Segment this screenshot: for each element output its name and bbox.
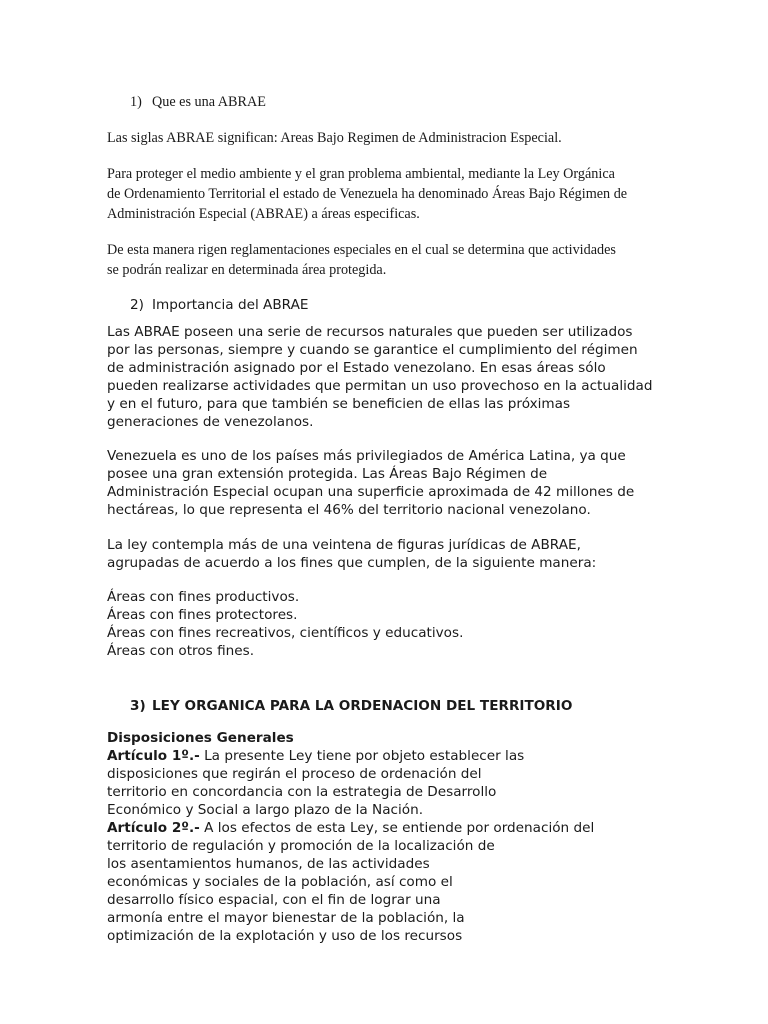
section-3-heading bbox=[130, 697, 572, 715]
article-1-text: La presente Ley tiene por objeto establecer las bbox=[199, 748, 525, 764]
paragraph-line: La ley contempla más de una veintena de figuras jurídicas de ABRAE, bbox=[107, 537, 581, 553]
paragraph-line: disposiciones que regirán el proceso de ordenación del bbox=[107, 766, 482, 782]
section-2-paragraph-1 bbox=[107, 323, 667, 431]
paragraph-line: Administración Especial (ABRAE) a áreas especificas. bbox=[107, 206, 420, 222]
paragraph-line: pueden realizarse actividades que permitan un uso provechoso en la actualidad bbox=[107, 378, 653, 394]
paragraph-line: Económico y Social a largo plazo de la Nación. bbox=[107, 802, 424, 818]
paragraph-line: de Ordenamiento Territorial el estado de Venezuela ha denominado Áreas Bajo Régimen de bbox=[107, 186, 628, 202]
section-2-number: 2) bbox=[130, 297, 144, 313]
section-1-paragraph-1 bbox=[107, 128, 667, 148]
section-3-title: LEY ORGANICA PARA LA ORDENACION DEL TERRITORIO bbox=[152, 698, 573, 714]
section-1-title: Que es una ABRAE bbox=[152, 94, 266, 110]
section-1-number: 1) bbox=[130, 94, 142, 110]
section-1-paragraph-2 bbox=[107, 164, 667, 224]
subheading: Disposiciones Generales bbox=[107, 730, 294, 746]
section-1-heading bbox=[130, 92, 266, 112]
paragraph-line: Venezuela es uno de los países más privilegiados de América Latina, ya que bbox=[107, 448, 626, 464]
areas-list bbox=[107, 588, 667, 660]
list-item: Áreas con fines protectores. bbox=[107, 607, 298, 623]
section-1-paragraph-3 bbox=[107, 240, 667, 280]
paragraph-line: los asentamientos humanos, de las actividades bbox=[107, 856, 430, 872]
paragraph-line: Administración Especial ocupan una superficie aproximada de 42 millones de bbox=[107, 484, 635, 500]
article-2-first-line bbox=[107, 819, 667, 837]
article-1-label: Artículo 1º.- bbox=[107, 748, 200, 764]
paragraph-line: por las personas, siempre y cuando se garantice el cumplimiento del régimen bbox=[107, 342, 638, 358]
paragraph-line: se podrán realizar en determinada área protegida. bbox=[107, 262, 387, 278]
paragraph-line: Para proteger el medio ambiente y el gran problema ambiental, mediante la Ley Orgánica bbox=[107, 166, 615, 182]
paragraph-line: hectáreas, lo que representa el 46% del territorio nacional venezolano. bbox=[107, 502, 591, 518]
paragraph-line: de administración asignado por el Estado venezolano. En esas áreas sólo bbox=[107, 360, 606, 376]
section-3-body bbox=[107, 729, 667, 945]
list-item: Áreas con fines productivos. bbox=[107, 589, 300, 605]
section-2-paragraph-2 bbox=[107, 447, 667, 519]
paragraph-line: económicas y sociales de la población, así como el bbox=[107, 874, 453, 890]
paragraph-line: generaciones de venezolanos. bbox=[107, 414, 314, 430]
paragraph-line: armonía entre el mayor bienestar de la población, la bbox=[107, 910, 465, 926]
section-3-number: 3) bbox=[130, 698, 146, 714]
article-1-first-line bbox=[107, 747, 667, 765]
article-2-text: A los efectos de esta Ley, se entiende por ordenación del bbox=[199, 820, 595, 836]
paragraph-line: optimización de la explotación y uso de los recursos bbox=[107, 928, 463, 944]
paragraph-line: Las ABRAE poseen una serie de recursos naturales que pueden ser utilizados bbox=[107, 324, 633, 340]
paragraph-line: De esta manera rigen reglamentaciones especiales en el cual se determina que actividades bbox=[107, 242, 616, 258]
paragraph-line: territorio de regulación y promoción de la localización de bbox=[107, 838, 495, 854]
paragraph-line: posee una gran extensión protegida. Las Áreas Bajo Régimen de bbox=[107, 466, 548, 482]
paragraph-line: Las siglas ABRAE significan: Areas Bajo Regimen de Administracion Especial. bbox=[107, 130, 562, 146]
article-2-label: Artículo 2º.- bbox=[107, 820, 200, 836]
list-item: Áreas con fines recreativos, científicos y educativos. bbox=[107, 625, 464, 641]
paragraph-line: agrupadas de acuerdo a los fines que cumplen, de la siguiente manera: bbox=[107, 555, 597, 571]
list-item: Áreas con otros fines. bbox=[107, 643, 255, 659]
section-2-title: Importancia del ABRAE bbox=[152, 297, 309, 313]
paragraph-line: desarrollo físico espacial, con el fin de lograr una bbox=[107, 892, 441, 908]
paragraph-line: territorio en concordancia con la estrategia de Desarrollo bbox=[107, 784, 497, 800]
section-2-paragraph-3 bbox=[107, 536, 667, 572]
section-2-heading bbox=[130, 296, 308, 314]
paragraph-line: y en el futuro, para que también se beneficien de ellas las próximas bbox=[107, 396, 571, 412]
